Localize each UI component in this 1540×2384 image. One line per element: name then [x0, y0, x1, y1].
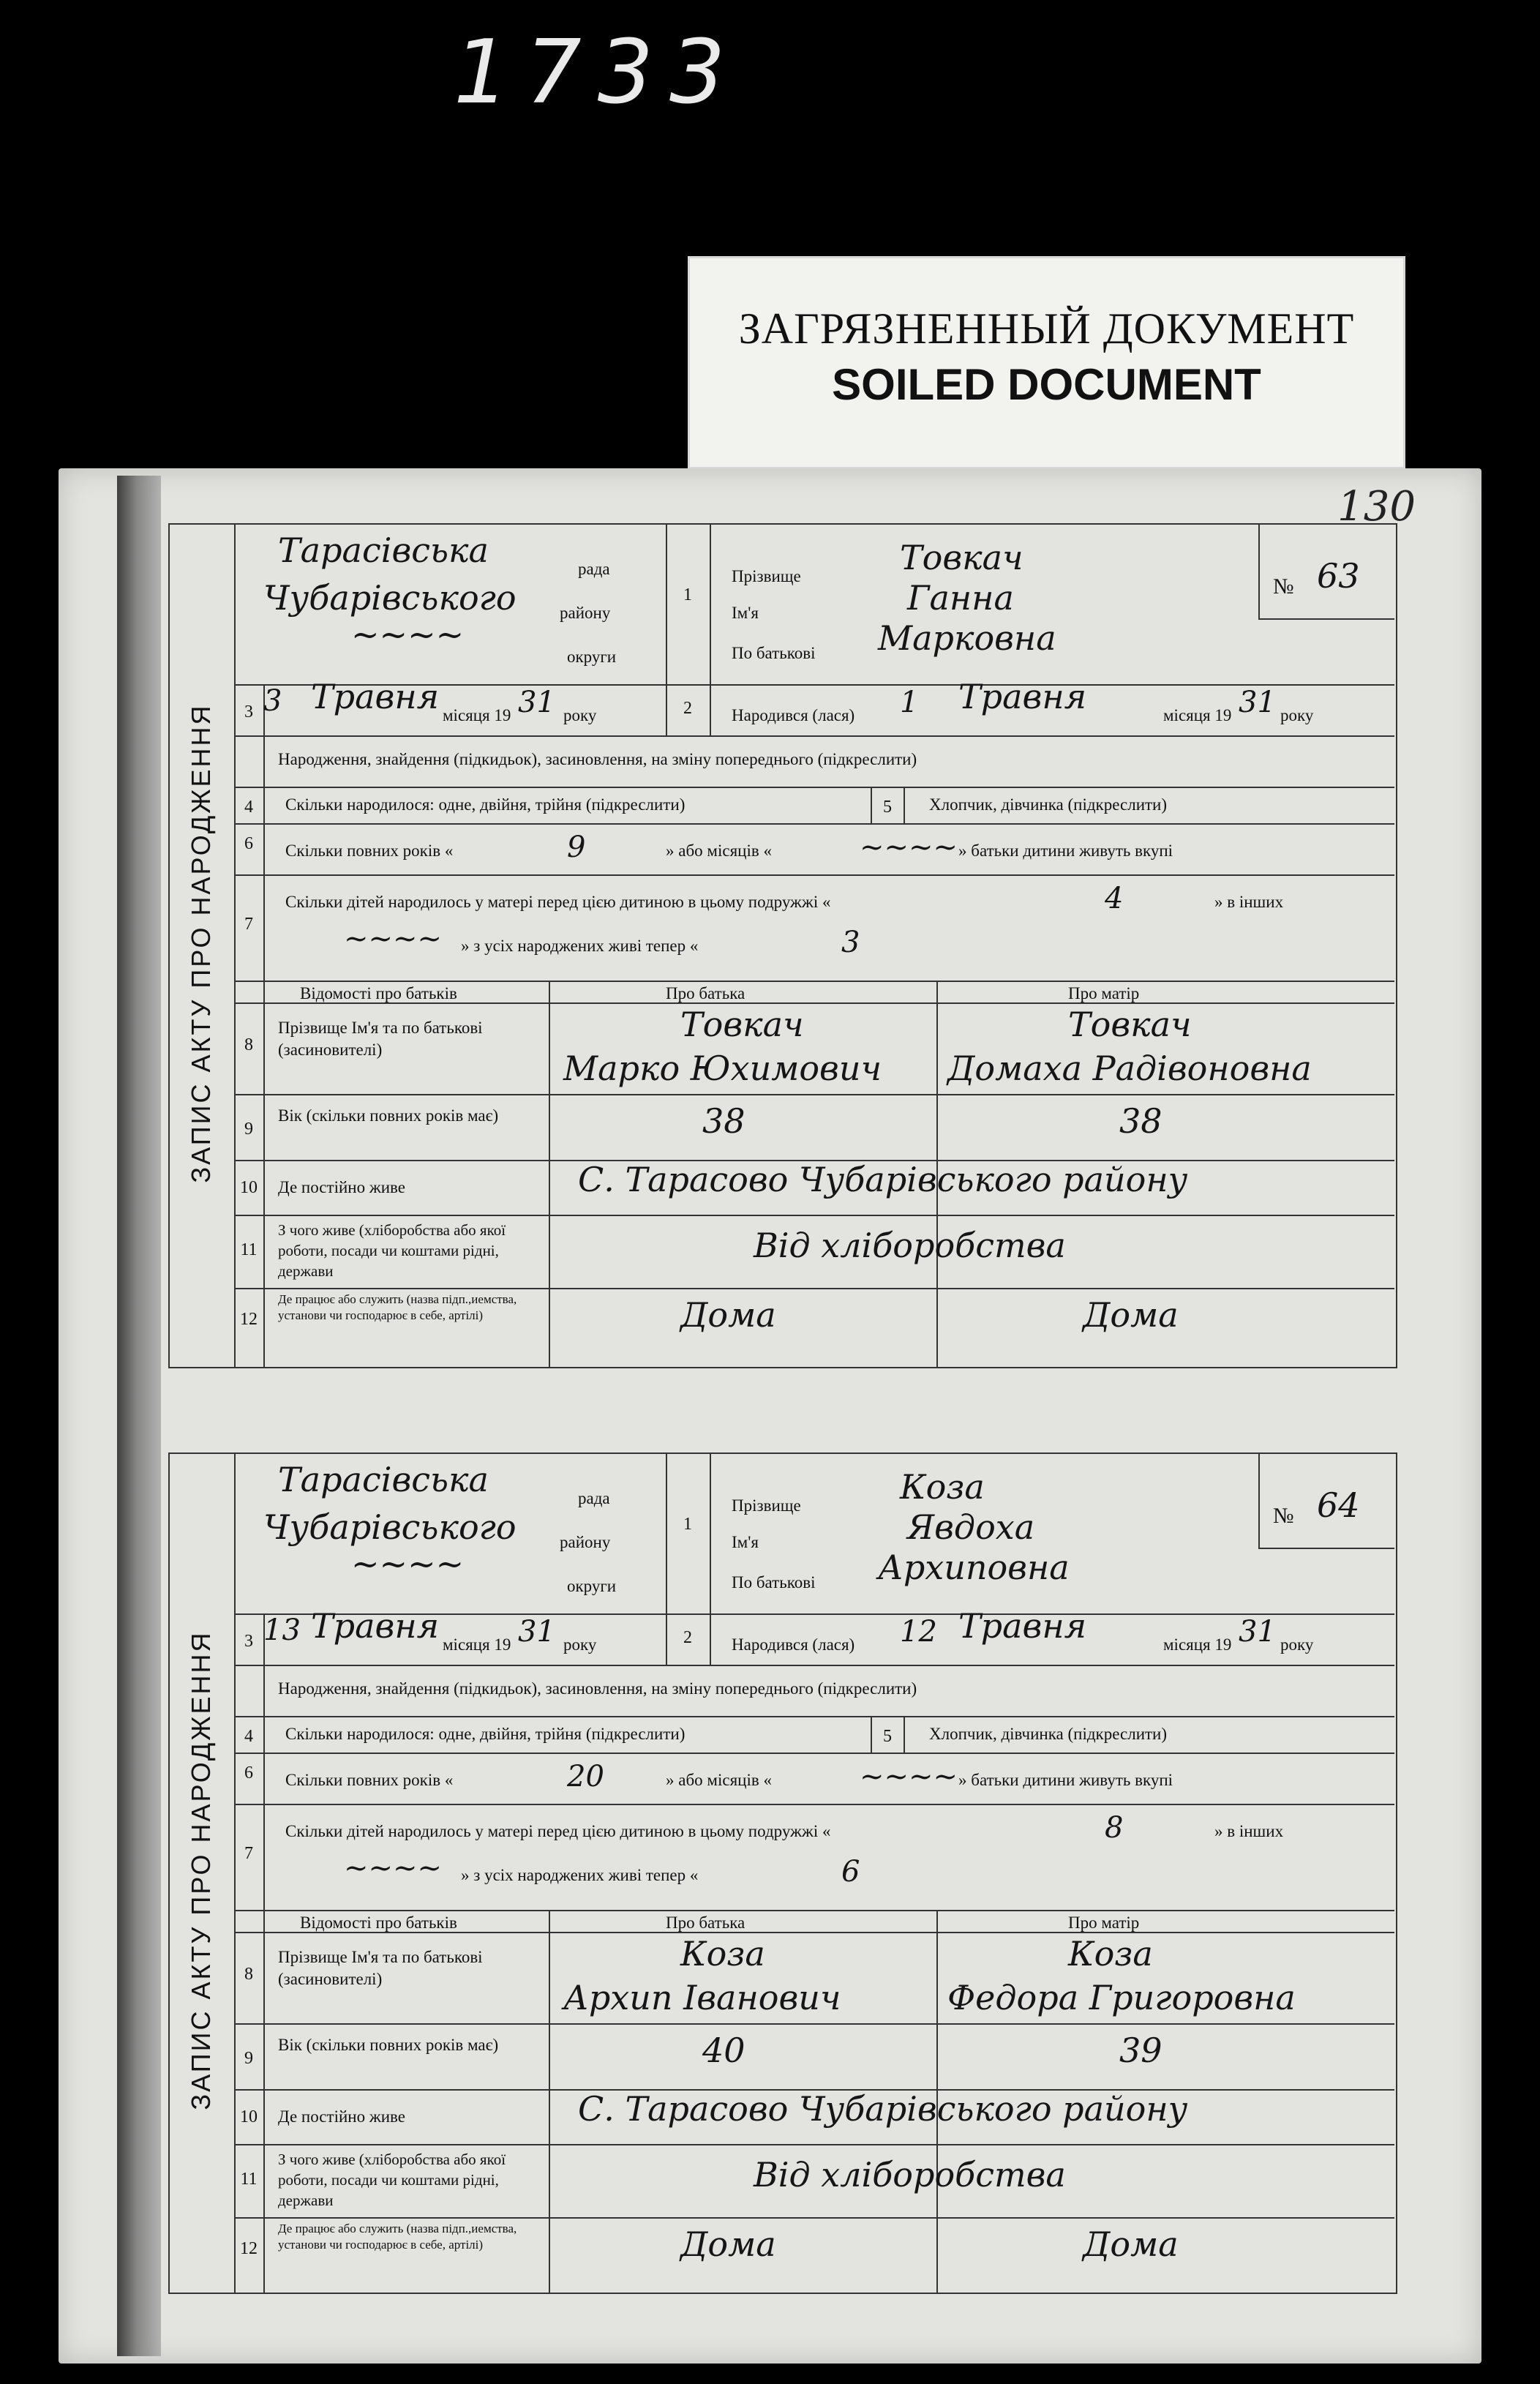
month-year-label: місяця 19 — [443, 1635, 511, 1654]
record-number: 63 — [1317, 556, 1360, 596]
header-father: Про батька — [666, 1913, 745, 1932]
birth-month-year-label: місяця 19 — [1163, 1635, 1232, 1654]
table-rule — [666, 1452, 667, 1665]
mother-age: 39 — [1119, 2031, 1162, 2070]
row-number: 5 — [883, 1727, 892, 1746]
birth-year-label: року — [1280, 1635, 1314, 1654]
binding-spine — [117, 476, 161, 2356]
row7-alive-label: » з усіх народжених живі тепер « — [461, 1866, 699, 1884]
row7-other-label: » в інших — [1214, 1822, 1284, 1840]
table-rule — [1258, 1548, 1394, 1549]
table-rule — [263, 1613, 265, 2294]
row-number: 9 — [244, 2049, 253, 2068]
table-rule — [871, 1716, 872, 1753]
table-rule — [234, 2144, 1394, 2145]
okrugy-label: округи — [567, 1577, 617, 1595]
table-rule — [234, 2023, 1394, 2025]
table-rule — [234, 1665, 1394, 1666]
row-number: 7 — [244, 915, 253, 934]
years-together: 20 — [567, 1760, 604, 1793]
header-mother: Про матір — [1068, 984, 1140, 1002]
father-surname: Коза — [680, 1934, 765, 1973]
rada-value: Тарасівська — [278, 1460, 489, 1499]
name-label: Ім'я — [732, 1533, 759, 1551]
header-parents: Відомості про батьків — [300, 1913, 457, 1932]
birth-day: 12 — [900, 1615, 937, 1649]
row7-other-label: » в інших — [1214, 893, 1284, 911]
header-parents: Відомості про батьків — [300, 984, 457, 1002]
father-name: Марко Юхимович — [563, 1049, 882, 1088]
soiled-document-label — [688, 256, 1405, 469]
row-number: 11 — [240, 1240, 258, 1259]
row-number: 6 — [244, 1763, 253, 1783]
table-rule — [234, 735, 1394, 737]
raion-label: району — [560, 604, 611, 622]
row10-label: Де постійно живе — [278, 1178, 405, 1196]
row6-years-label: Скільки повних років « — [285, 841, 454, 860]
folio-number: 130 — [1337, 483, 1416, 531]
row-number: 4 — [244, 798, 253, 817]
mother-surname: Коза — [1068, 1934, 1153, 1973]
row-number: 11 — [240, 2170, 258, 2189]
table-rule — [234, 874, 1394, 876]
table-rule — [234, 1753, 1394, 1754]
mother-work: Дома — [1083, 1295, 1179, 1335]
row3-text: Народження, знайдення (підкидьок), засиновлення, на зміну попереднього (підкреслити) — [278, 1679, 917, 1698]
residence: С. Тарасово Чубарівського району — [578, 2089, 1188, 2129]
row-number: 10 — [240, 1178, 258, 1197]
birth-year: 31 — [1239, 686, 1276, 719]
months-together: ~~~~ — [860, 831, 958, 864]
row10-label: Де постійно живе — [278, 2107, 405, 2126]
table-rule — [871, 787, 872, 823]
father-work: Дома — [680, 2224, 776, 2264]
mother-name: Федора Григоровна — [947, 1978, 1296, 2017]
children-before: 8 — [1105, 1811, 1124, 1845]
table-rule — [234, 1910, 1394, 1911]
table-rule — [234, 981, 1394, 982]
row-number: 4 — [244, 1727, 253, 1746]
birth-year: 31 — [1239, 1615, 1276, 1649]
rada-label: рада — [578, 1489, 610, 1507]
okruha-value: ~~~~ — [351, 615, 465, 654]
row-number: 9 — [244, 1120, 253, 1139]
row-number: 2 — [683, 699, 692, 718]
row6-together-label: » батьки дитини живуть вкупі — [958, 1771, 1173, 1789]
table-rule — [234, 1452, 236, 2294]
row12-label: Де працює або служить (назва підп.,иемства, установи чи господарює в себе, артілі) — [278, 2222, 517, 2252]
row11-label: З чого живе (хліборобства або якої роботи, посади чи коштами рідні, держави — [278, 1221, 506, 1280]
father-name: Архип Іванович — [563, 1978, 841, 2017]
row6-years-label: Скільки повних років « — [285, 1771, 454, 1789]
mother-age: 38 — [1119, 1101, 1162, 1141]
table-rule — [1258, 1452, 1260, 1548]
row-number: 2 — [683, 1628, 692, 1647]
table-rule — [710, 523, 711, 735]
surname-label: Прізвище — [732, 567, 801, 585]
row7-alive-label: » з усіх народжених живі тепер « — [461, 937, 699, 955]
rada-value: Тарасівська — [278, 531, 489, 570]
raion-value: Чубарівського — [263, 578, 517, 618]
patronymic-value: Архиповна — [878, 1548, 1070, 1587]
father-surname: Товкач — [680, 1005, 804, 1044]
row4-text: Скільки народилося: одне, двійня, трійня (підкреслити) — [285, 1725, 686, 1743]
surname-label: Прізвище — [732, 1496, 801, 1515]
table-rule — [234, 1094, 1394, 1095]
father-work: Дома — [680, 1295, 776, 1335]
row-number: 8 — [244, 1965, 253, 1984]
side-title: ЗАПИС АКТУ ПРО НАРОДЖЕННЯ — [186, 1630, 216, 2110]
row8-label: Прізвище Ім'я та по батькові (засиновителі) — [278, 1019, 483, 1059]
father-age: 40 — [702, 2031, 745, 2070]
row-number: 8 — [244, 1035, 253, 1054]
table-rule — [1258, 523, 1260, 618]
table-rule — [710, 1452, 711, 1665]
row-number: 10 — [240, 2107, 258, 2126]
year-label: року — [563, 1635, 597, 1654]
table-rule — [234, 1288, 1394, 1289]
table-rule — [549, 981, 550, 1368]
row9-label: Вік (скільки повних років має) — [278, 1106, 499, 1125]
children-other: ~~~~ — [344, 1851, 443, 1885]
soiled-label-ru: ЗАГРЯЗНЕННЫЙ ДОКУМЕНТ — [738, 304, 1355, 353]
surname-value: Товкач — [900, 538, 1023, 577]
mother-work: Дома — [1083, 2224, 1179, 2264]
header-father: Про батька — [666, 984, 745, 1002]
number-label: № — [1273, 574, 1294, 599]
record-number: 64 — [1317, 1485, 1360, 1525]
mother-name: Домаха Радівоновна — [947, 1049, 1312, 1088]
month-year-label: місяця 19 — [443, 706, 511, 724]
table-rule — [234, 823, 1394, 825]
raion-label: району — [560, 1533, 611, 1551]
year-label: року — [563, 706, 597, 724]
header-mother: Про матір — [1068, 1913, 1140, 1932]
birth-month: Травня — [958, 677, 1087, 716]
row4-text: Скільки народилося: одне, двійня, трійня (підкреслити) — [285, 795, 686, 814]
reg-month: Травня — [311, 677, 440, 716]
frame-number: 1733 — [454, 22, 742, 124]
row-number: 6 — [244, 834, 253, 853]
table-rule — [234, 1215, 1394, 1216]
birth-day: 1 — [900, 686, 919, 719]
side-title: ЗАПИС АКТУ ПРО НАРОДЖЕННЯ — [186, 702, 216, 1183]
reg-day: 13 — [263, 1613, 301, 1647]
row-number: 7 — [244, 1844, 253, 1863]
name-label: Ім'я — [732, 604, 759, 622]
patronymic-value: Марковна — [878, 618, 1056, 658]
table-rule — [549, 1910, 550, 2294]
children-before: 4 — [1105, 882, 1124, 915]
row-number: 12 — [240, 1310, 258, 1329]
birth-month-year-label: місяця 19 — [1163, 706, 1232, 724]
name-value: Ганна — [907, 578, 1014, 618]
row-number: 1 — [683, 585, 692, 604]
row-number: 3 — [244, 702, 253, 721]
residence: С. Тарасово Чубарівського району — [578, 1160, 1188, 1199]
table-rule — [263, 684, 265, 1368]
row5-text: Хлопчик, дівчинка (підкреслити) — [929, 795, 1168, 814]
number-label: № — [1273, 1504, 1294, 1528]
birth-year-label: року — [1280, 706, 1314, 724]
livelihood: Від хліборобства — [754, 2155, 1066, 2194]
born-label: Народився (лася) — [732, 706, 855, 724]
birth-record-form — [168, 1452, 1397, 2294]
reg-year: 31 — [518, 686, 555, 719]
row-number: 12 — [240, 2239, 258, 2258]
name-value: Явдоха — [907, 1507, 1035, 1547]
birth-record-form — [168, 523, 1397, 1368]
row6-together-label: » батьки дитини живуть вкупі — [958, 841, 1173, 860]
table-rule — [234, 1716, 1394, 1717]
row7-before-label: Скільки дітей народилось у матері перед цією дитиною в цьому подружжі « — [285, 1822, 831, 1840]
table-rule — [1258, 618, 1394, 620]
table-rule — [904, 787, 905, 823]
row9-label: Вік (скільки повних років має) — [278, 2036, 499, 2054]
birth-month: Травня — [958, 1606, 1087, 1646]
years-together: 9 — [567, 831, 586, 864]
children-alive: 3 — [841, 926, 860, 959]
row6-months-label: » або місяців « — [666, 1771, 772, 1789]
row11-label: З чого живе (хліборобства або якої роботи, посади чи коштами рідні, держави — [278, 2151, 506, 2209]
table-rule — [234, 787, 1394, 788]
okrugy-label: округи — [567, 648, 617, 666]
born-label: Народився (лася) — [732, 1635, 855, 1654]
raion-value: Чубарівського — [263, 1507, 517, 1547]
row-number: 3 — [244, 1632, 253, 1651]
reg-year: 31 — [518, 1615, 555, 1649]
reg-day: 3 — [263, 684, 282, 718]
months-together: ~~~~ — [860, 1760, 958, 1793]
father-age: 38 — [702, 1101, 745, 1141]
children-other: ~~~~ — [344, 922, 443, 956]
soiled-label-en: SOILED DOCUMENT — [832, 360, 1261, 409]
row3-text: Народження, знайдення (підкидьок), засиновлення, на зміну попереднього (підкреслити) — [278, 750, 917, 768]
row7-before-label: Скільки дітей народилось у матері перед цією дитиною в цьому подружжі « — [285, 893, 831, 911]
row6-months-label: » або місяців « — [666, 841, 772, 860]
patronymic-label: По батькові — [732, 644, 816, 662]
row5-text: Хлопчик, дівчинка (підкреслити) — [929, 1725, 1168, 1743]
row8-label: Прізвище Ім'я та по батькові (засиновителі) — [278, 1948, 483, 1988]
livelihood: Від хліборобства — [754, 1226, 1066, 1265]
row-number: 5 — [883, 798, 892, 817]
table-rule — [666, 523, 667, 735]
patronymic-label: По батькові — [732, 1573, 816, 1592]
table-rule — [234, 1804, 1394, 1805]
surname-value: Коза — [900, 1467, 985, 1507]
row-number: 1 — [683, 1515, 692, 1534]
children-alive: 6 — [841, 1855, 860, 1889]
reg-month: Травня — [311, 1606, 440, 1646]
row12-label: Де працює або служить (назва підп.,иемства, установи чи господарює в себе, артілі) — [278, 1292, 517, 1322]
table-rule — [234, 2217, 1394, 2219]
rada-label: рада — [578, 560, 610, 578]
okruha-value: ~~~~ — [351, 1544, 465, 1583]
table-rule — [904, 1716, 905, 1753]
mother-surname: Товкач — [1068, 1005, 1192, 1044]
